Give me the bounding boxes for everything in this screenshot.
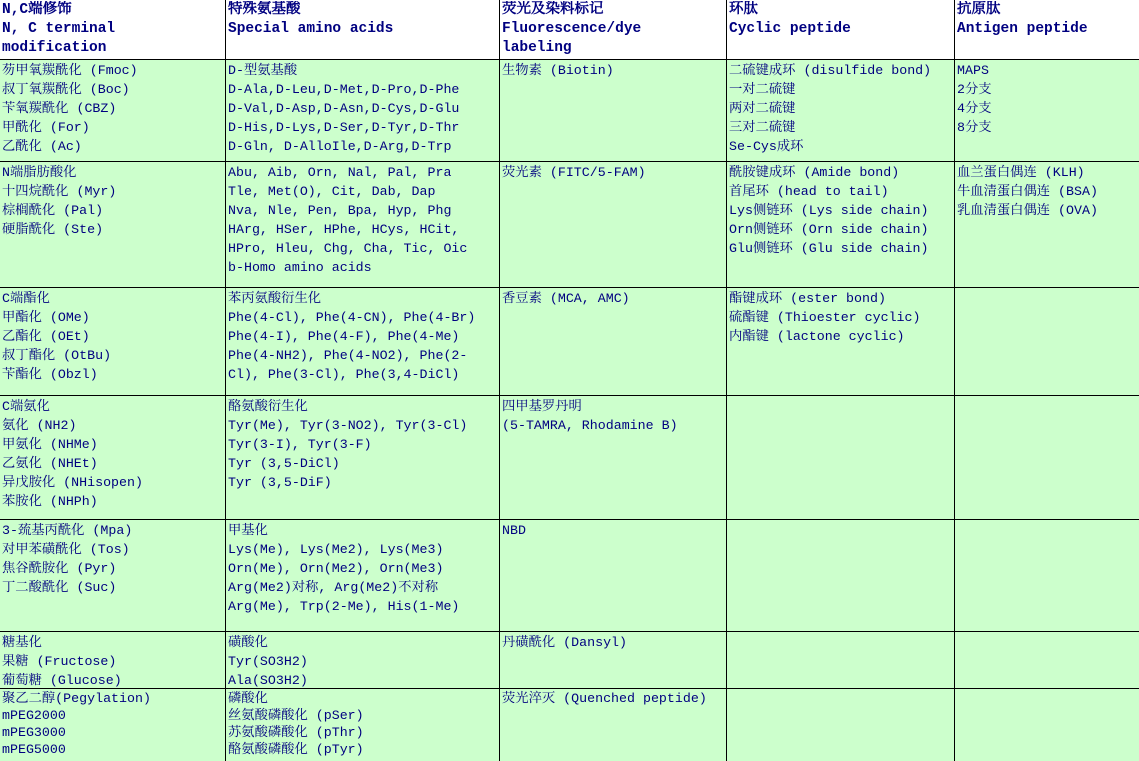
cell-text-line: 抗原肽 <box>957 2 1001 18</box>
cell-text-line: Cyclic peptide <box>729 21 851 37</box>
cell-text-line: 叔丁氧羰酰化 (Boc) <box>2 82 130 97</box>
cell-row5-antigen-peptide[interactable] <box>955 520 1139 632</box>
cell-text-line: D-Gln, D-AlloIle,D-Arg,D-Trp <box>228 139 452 154</box>
cell-text-line: Tyr (3,5-DiCl) <box>228 456 340 471</box>
cell-text-line: 果糖 (Fructose) <box>2 654 117 669</box>
cell-text-line: Phe(4-I), Phe(4-F), Phe(4-Me) <box>228 329 460 344</box>
cell-row1-cyclic-peptide[interactable] <box>727 60 955 162</box>
cell-row2-nc-terminal-modification[interactable] <box>0 162 226 288</box>
cell-text-line: Orn(Me), Orn(Me2), Orn(Me3) <box>228 561 444 576</box>
cell-text-line: 苏氨酸磷酸化 (pThr) <box>228 725 364 740</box>
cell-text-line: 特殊氨基酸 <box>228 2 301 18</box>
cell-text-line: Antigen peptide <box>957 21 1088 37</box>
cell-text-line: 苯胺化 (NHPh) <box>2 494 98 509</box>
cell-text-line: Orn侧链环 (Orn side chain) <box>729 222 929 237</box>
cell-text-line: 乙氨化 (NHEt) <box>2 456 98 471</box>
cell-text-line: N, C terminal <box>2 21 116 37</box>
cell-text-line: 甲基化 <box>228 523 268 538</box>
header-antigen-peptide[interactable] <box>955 0 1139 60</box>
cell-text-line: 乙酯化 (OEt) <box>2 329 90 344</box>
cell-text-line: mPEG2000 <box>2 708 66 723</box>
cell-text-line: 磷酸化 <box>228 691 268 706</box>
cell-text-line: 三对二硫键 <box>729 120 796 135</box>
cell-text-line: 酪氨酸衍生化 <box>228 399 308 414</box>
cell-text-line: 苄酯化 (Obzl) <box>2 367 98 382</box>
header-special-amino-acids[interactable] <box>226 0 500 60</box>
cell-text-line: 8分支 <box>957 120 992 135</box>
cell-text-line: Special amino acids <box>228 21 394 37</box>
cell-row3-dye-labeling[interactable] <box>500 288 727 396</box>
cell-text-line: C端酯化 <box>2 291 50 306</box>
header-cyclic-peptide[interactable] <box>727 0 955 60</box>
cell-text-line: 芴甲氧羰酰化 (Fmoc) <box>2 63 138 78</box>
cell-text-line: 香豆素 (MCA, AMC) <box>502 291 630 306</box>
cell-row6-nc-terminal-modification[interactable] <box>0 632 226 689</box>
cell-row3-antigen-peptide[interactable] <box>955 288 1139 396</box>
cell-text-line: 十四烷酰化 (Myr) <box>2 184 117 199</box>
cell-text-line: 甲酰化 (For) <box>2 120 90 135</box>
cell-text-line: Phe(4-NH2), Phe(4-NO2), Phe(2- <box>228 348 468 363</box>
cell-text-line: NBD <box>502 523 526 538</box>
cell-text-line: 丁二酸酰化 (Suc) <box>2 580 117 595</box>
cell-row1-nc-terminal-modification[interactable] <box>0 60 226 162</box>
cell-text-line: 一对二硫键 <box>729 82 796 97</box>
cell-row4-antigen-peptide[interactable] <box>955 396 1139 520</box>
cell-text-line: modification <box>2 40 107 56</box>
cell-text-line: Tyr(3-I), Tyr(3-F) <box>228 437 372 452</box>
cell-row6-dye-labeling[interactable] <box>500 632 727 689</box>
cell-row1-special-amino-acids[interactable] <box>226 60 500 162</box>
cell-text-line: Abu, Aib, Orn, Nal, Pal, Pra <box>228 165 452 180</box>
cell-text-line: 乳血清蛋白偶连 (OVA) <box>957 203 1098 218</box>
cell-text-line: 血兰蛋白偶连 (KLH) <box>957 165 1085 180</box>
cell-text-line: (5-TAMRA, Rhodamine B) <box>502 418 678 433</box>
cell-row3-special-amino-acids[interactable] <box>226 288 500 396</box>
cell-row7-dye-labeling[interactable] <box>500 689 727 761</box>
cell-text-line: Se-Cys成环 <box>729 139 804 154</box>
cell-text-line: 苯丙氨酸衍生化 <box>228 291 322 306</box>
cell-row1-antigen-peptide[interactable] <box>955 60 1139 162</box>
cell-text-line: 甲酯化 (OMe) <box>2 310 90 325</box>
cell-text-line: Fluorescence/dye <box>502 21 642 37</box>
cell-text-line: 四甲基罗丹明 <box>502 399 582 414</box>
cell-row5-special-amino-acids[interactable] <box>226 520 500 632</box>
cell-text-line: D-Val,D-Asp,D-Asn,D-Cys,D-Glu <box>228 101 460 116</box>
cell-text-line: D-Ala,D-Leu,D-Met,D-Pro,D-Phe <box>228 82 460 97</box>
cell-text-line: 牛血清蛋白偶连 (BSA) <box>957 184 1098 199</box>
cell-text-line: Arg(Me2)对称, Arg(Me2)不对称 <box>228 580 439 595</box>
cell-row3-nc-terminal-modification[interactable] <box>0 288 226 396</box>
cell-text-line: 荧光及染料标记 <box>502 2 604 18</box>
cell-text-line: Glu侧链环 (Glu side chain) <box>729 241 929 256</box>
cell-row6-cyclic-peptide[interactable] <box>727 632 955 689</box>
cell-row7-nc-terminal-modification[interactable] <box>0 689 226 761</box>
cell-text-line: C端氨化 <box>2 399 50 414</box>
cell-text-line: 氨化 (NH2) <box>2 418 77 433</box>
cell-text-line: 2分支 <box>957 82 992 97</box>
cell-text-line: 叔丁酯化 (OtBu) <box>2 348 112 363</box>
cell-text-line: 硫酯键 (Thioester cyclic) <box>729 310 921 325</box>
header-dye-labeling[interactable] <box>500 0 727 60</box>
cell-text-line: 乙酰化 (Ac) <box>2 139 82 154</box>
cell-text-line: Phe(4-Cl), Phe(4-CN), Phe(4-Br) <box>228 310 476 325</box>
cell-text-line: Ala(SO3H2) <box>228 673 308 688</box>
cell-row5-dye-labeling[interactable] <box>500 520 727 632</box>
cell-row2-special-amino-acids[interactable] <box>226 162 500 288</box>
cell-text-line: 丹磺酰化 (Dansyl) <box>502 635 628 650</box>
cell-text-line: Arg(Me), Trp(2-Me), His(1-Me) <box>228 599 460 614</box>
cell-row2-dye-labeling[interactable] <box>500 162 727 288</box>
cell-row7-special-amino-acids[interactable] <box>226 689 500 761</box>
cell-text-line: N端脂肪酸化 <box>2 165 77 180</box>
cell-text-line: 聚乙二醇(Pegylation) <box>2 691 151 706</box>
cell-text-line: 糖基化 <box>2 635 42 650</box>
cell-text-line: HArg, HSer, HPhe, HCys, HCit, <box>228 222 460 237</box>
cell-text-line: 内酯键 (lactone cyclic) <box>729 329 905 344</box>
cell-text-line: mPEG3000 <box>2 725 66 740</box>
cell-text-line: Cl), Phe(3-Cl), Phe(3,4-DiCl) <box>228 367 460 382</box>
cell-row7-cyclic-peptide[interactable] <box>727 689 955 761</box>
cell-row4-cyclic-peptide[interactable] <box>727 396 955 520</box>
cell-text-line: 荧光素 (FITC/5-FAM) <box>502 165 646 180</box>
cell-text-line: 苄氧羰酰化 (CBZ) <box>2 101 117 116</box>
cell-text-line: Nva, Nle, Pen, Bpa, Hyp, Phg <box>228 203 452 218</box>
cell-text-line: 酯键成环 (ester bond) <box>729 291 886 306</box>
cell-text-line: 丝氨酸磷酸化 (pSer) <box>228 708 364 723</box>
cell-row6-special-amino-acids[interactable] <box>226 632 500 689</box>
cell-row3-cyclic-peptide[interactable] <box>727 288 955 396</box>
cell-text-line: Tyr(SO3H2) <box>228 654 308 669</box>
cell-text-line: b-Homo amino acids <box>228 260 372 275</box>
cell-row1-dye-labeling[interactable] <box>500 60 727 162</box>
cell-text-line: 两对二硫键 <box>729 101 796 116</box>
cell-text-line: D-His,D-Lys,D-Ser,D-Tyr,D-Thr <box>228 120 460 135</box>
cell-text-line: N,C端修饰 <box>2 2 72 18</box>
cell-text-line: 甲氨化 (NHMe) <box>2 437 98 452</box>
cell-text-line: 对甲苯磺酰化 (Tos) <box>2 542 130 557</box>
cell-text-line: 4分支 <box>957 101 992 116</box>
cell-text-line: 棕榈酰化 (Pal) <box>2 203 104 218</box>
cell-text-line: 荧光淬灭 (Quenched peptide) <box>502 691 707 706</box>
cell-row2-cyclic-peptide[interactable] <box>727 162 955 288</box>
cell-text-line: 环肽 <box>729 2 758 18</box>
cell-text-line: Lys侧链环 (Lys side chain) <box>729 203 929 218</box>
cell-row7-antigen-peptide[interactable] <box>955 689 1139 761</box>
cell-text-line: 磺酸化 <box>228 635 268 650</box>
cell-row2-antigen-peptide[interactable] <box>955 162 1139 288</box>
cell-text-line: labeling <box>502 40 572 56</box>
cell-text-line: 3-巯基丙酰化 (Mpa) <box>2 523 133 538</box>
cell-text-line: 首尾环 (head to tail) <box>729 184 889 199</box>
cell-text-line: Tyr (3,5-DiF) <box>228 475 332 490</box>
header-nc-terminal-modification[interactable] <box>0 0 226 60</box>
cell-text-line: mPEG5000 <box>2 742 66 757</box>
cell-text-line: MAPS <box>957 63 989 78</box>
cell-text-line: 焦谷酰胺化 (Pyr) <box>2 561 117 576</box>
cell-row6-antigen-peptide[interactable] <box>955 632 1139 689</box>
cell-row5-nc-terminal-modification[interactable] <box>0 520 226 632</box>
cell-row4-special-amino-acids[interactable] <box>226 396 500 520</box>
cell-row5-cyclic-peptide[interactable] <box>727 520 955 632</box>
cell-row4-nc-terminal-modification[interactable] <box>0 396 226 520</box>
cell-text-line: 生物素 (Biotin) <box>502 63 614 78</box>
cell-text-line: 硬脂酰化 (Ste) <box>2 222 104 237</box>
cell-text-line: Tyr(Me), Tyr(3-NO2), Tyr(3-Cl) <box>228 418 468 433</box>
cell-text-line: Tle, Met(O), Cit, Dab, Dap <box>228 184 436 199</box>
cell-text-line: 酪氨酸磷酸化 (pTyr) <box>228 742 364 757</box>
cell-text-line: 二硫键成环 (disulfide bond) <box>729 63 932 78</box>
cell-text-line: 异戊胺化 (NHisopen) <box>2 475 143 490</box>
cell-text-line: HPro, Hleu, Chg, Cha, Tic, Oic <box>228 241 468 256</box>
cell-text-line: 酰胺键成环 (Amide bond) <box>729 165 900 180</box>
cell-text-line: Lys(Me), Lys(Me2), Lys(Me3) <box>228 542 444 557</box>
cell-row4-dye-labeling[interactable] <box>500 396 727 520</box>
cell-text-line: 葡萄糖 (Glucose) <box>2 673 122 688</box>
cell-text-line: D-型氨基酸 <box>228 63 298 78</box>
